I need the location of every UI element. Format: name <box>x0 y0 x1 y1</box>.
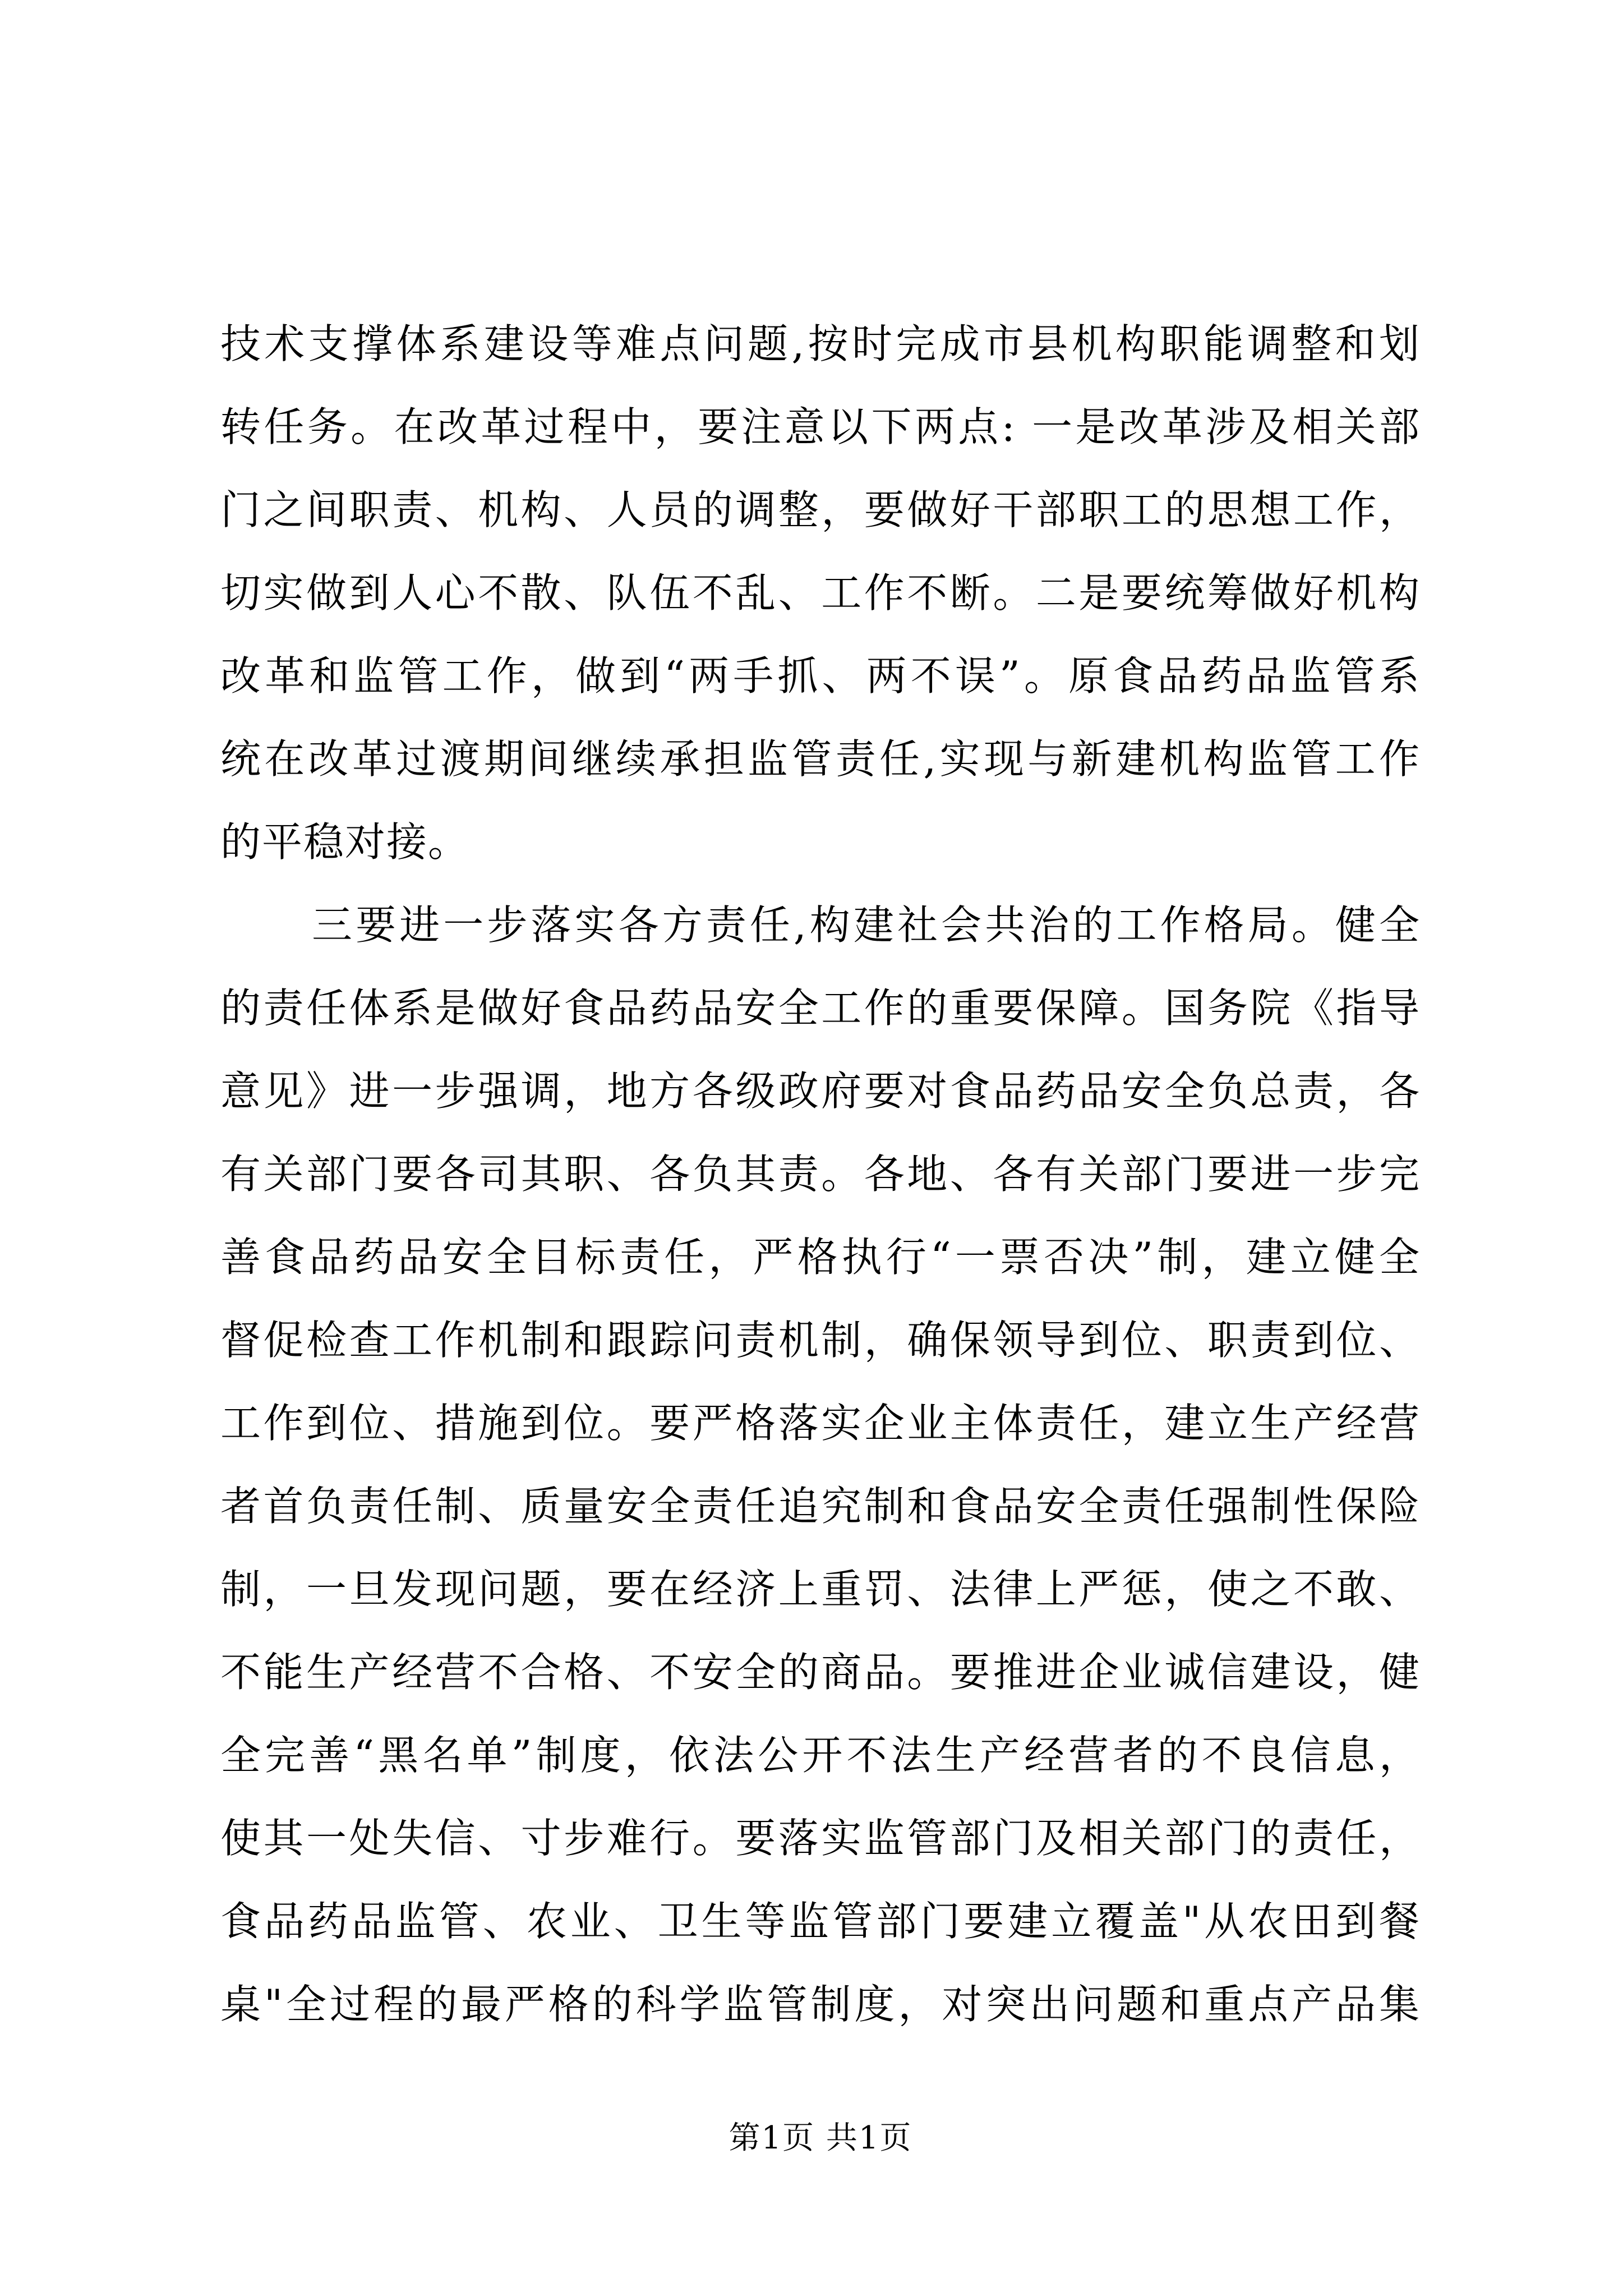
text-line: 制，一旦发现问题，要在经济上重罚、法律上严惩，使之不敢、 <box>220 1566 1421 1613</box>
text-line: 三要进一步落实各方责任,构建社会共治的工作格局。健全 <box>312 901 1421 949</box>
text-line: 转任务。在改革过程中，要注意以下两点: 一是改革涉及相关部 <box>220 403 1421 450</box>
text-line: 不能生产经营不合格、不安全的商品。要推进企业诚信建设，健 <box>220 1649 1421 1696</box>
document-body <box>220 302 1421 2046</box>
text-line: 门之间职责、机构、人员的调整，要做好干部职工的思想工作， <box>220 486 1421 533</box>
page-number-text: 第1页 共1页 <box>728 2120 912 2156</box>
text-line: 的平稳对接。 <box>220 818 470 866</box>
text-line: 切实做到人心不散、队伍不乱、工作不断。二是要统筹做好机构 <box>220 569 1421 616</box>
text-line: 有关部门要各司其职、各负其责。各地、各有关部门要进一步完 <box>220 1151 1421 1198</box>
text-line: 食品药品监管、农业、卫生等监管部门要建立覆盖"从农田到餐 <box>220 1898 1421 1945</box>
text-line: 改革和监管工作，做到“两手抓、两不误”。原食品药品监管系 <box>220 652 1421 700</box>
text-line: 全完善“黑名单”制度，依法公开不法生产经营者的不良信息， <box>220 1732 1421 1779</box>
text-line: 善食品药品安全目标责任，严格执行“一票否决”制，建立健全 <box>220 1234 1421 1281</box>
text-line: 统在改革过渡期间继续承担监管责任,实现与新建机构监管工作 <box>220 735 1421 783</box>
text-line: 意见》进一步强调，地方各级政府要对食品药品安全负总责，各 <box>220 1068 1421 1115</box>
page-footer <box>220 2120 1421 2156</box>
text-line: 的责任体系是做好食品药品安全工作的重要保障。国务院《指导 <box>220 984 1421 1032</box>
text-line: 桌"全过程的最严格的科学监管制度，对突出问题和重点产品集 <box>220 1981 1421 2028</box>
text-line: 督促检查工作机制和跟踪问责机制，确保领导到位、职责到位、 <box>220 1317 1421 1364</box>
text-line: 者首负责任制、质量安全责任追究制和食品安全责任强制性保险 <box>220 1483 1421 1530</box>
text-line: 使其一处失信、寸步难行。要落实监管部门及相关部门的责任， <box>220 1815 1421 1862</box>
text-line: 技术支撑体系建设等难点问题,按时完成市县机构职能调整和划 <box>220 320 1421 367</box>
text-line: 工作到位、措施到位。要严格落实企业主体责任，建立生产经营 <box>220 1400 1421 1447</box>
